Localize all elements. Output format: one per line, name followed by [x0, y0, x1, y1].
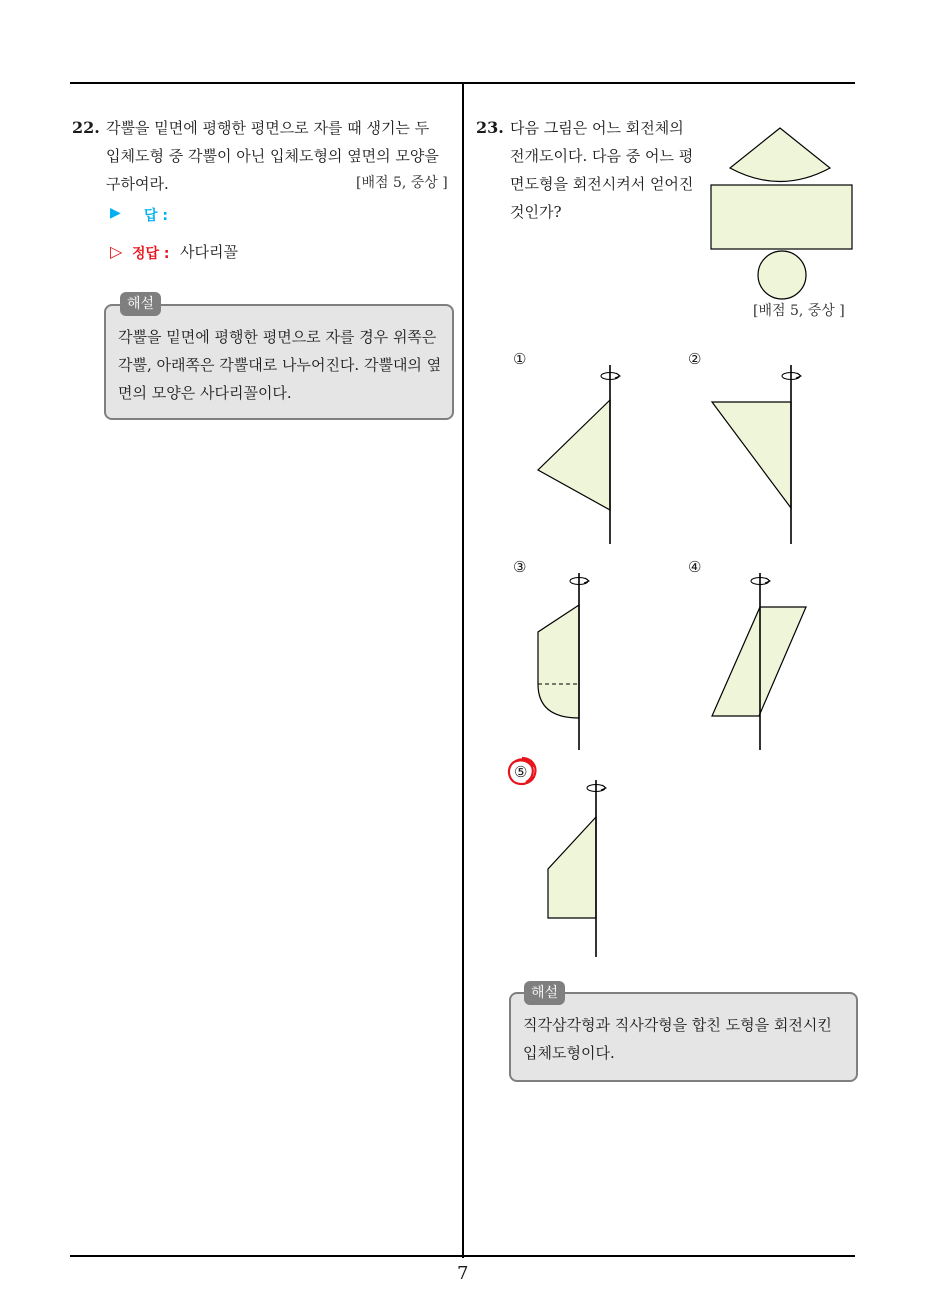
net-circle	[758, 251, 806, 299]
q22-number: 22.	[72, 118, 100, 137]
q23-explanation-line-1: 직각삼각형과 직사각형을 합친 도형을 회전시킨	[523, 1016, 832, 1034]
q23-line-3: 면도형을 회전시켜서 얻어진	[510, 175, 694, 193]
option-4-figure	[705, 568, 815, 754]
q22-explanation-tab: 해설	[120, 292, 161, 316]
q22-line-2: 입체도형 중 각뿔이 아닌 입체도형의 옆면의 모양을	[106, 147, 439, 165]
q23-explanation-tab: 해설	[524, 981, 565, 1005]
q22-explanation-line-3: 면의 모양은 사다리꼴이다.	[118, 384, 292, 402]
option-2-label[interactable]: ②	[688, 350, 702, 368]
net-sector	[730, 128, 830, 182]
q23-line-1: 다음 그림은 어느 회전체의	[510, 119, 684, 137]
option-5-figure	[540, 775, 610, 961]
q22-score: [배점 5, 중상 ]	[356, 175, 448, 191]
q22-correct-marker: ▷	[110, 242, 123, 261]
option-5-label[interactable]: ⑤	[514, 763, 528, 781]
q22-answer-marker: ▶	[110, 205, 121, 221]
option-1-label[interactable]: ①	[513, 350, 527, 368]
q22-line-1: 각뿔을 밑면에 평행한 평면으로 자를 때 생기는 두	[106, 119, 430, 137]
option-3-label[interactable]: ③	[513, 558, 527, 576]
option-2-figure	[700, 360, 810, 550]
q23-score: [배점 5, 중상 ]	[753, 303, 845, 319]
net-rectangle	[711, 185, 852, 249]
option-3-figure	[530, 568, 600, 754]
q22-answer-label: 답 :	[144, 208, 168, 224]
q23-line-2: 전개도이다. 다음 중 어느 평	[510, 147, 694, 165]
q23-explanation-line-2: 입체도형이다.	[523, 1044, 615, 1062]
q23-line-4: 것인가?	[510, 203, 562, 221]
q22-explanation-line-1: 각뿔을 밑면에 평행한 평면으로 자를 경우 위쪽은	[118, 328, 437, 346]
q22-correct-value: 사다리꼴	[180, 243, 238, 261]
selected-option-marker	[504, 754, 540, 790]
column-divider	[462, 82, 464, 1258]
q22-explanation-line-2: 각뿔, 아래쪽은 각뿔대로 나누어진다. 각뿔대의 옆	[118, 356, 442, 374]
bottom-rule	[70, 1255, 855, 1257]
option-4-label[interactable]: ④	[688, 558, 702, 576]
option-1-figure	[520, 360, 640, 550]
page-number: 7	[457, 1263, 469, 1284]
q22-correct-label: 정답 :	[132, 246, 170, 262]
net-diagram	[700, 120, 860, 300]
q22-line-3: 구하여라.	[106, 175, 169, 193]
q23-number: 23.	[476, 118, 504, 137]
